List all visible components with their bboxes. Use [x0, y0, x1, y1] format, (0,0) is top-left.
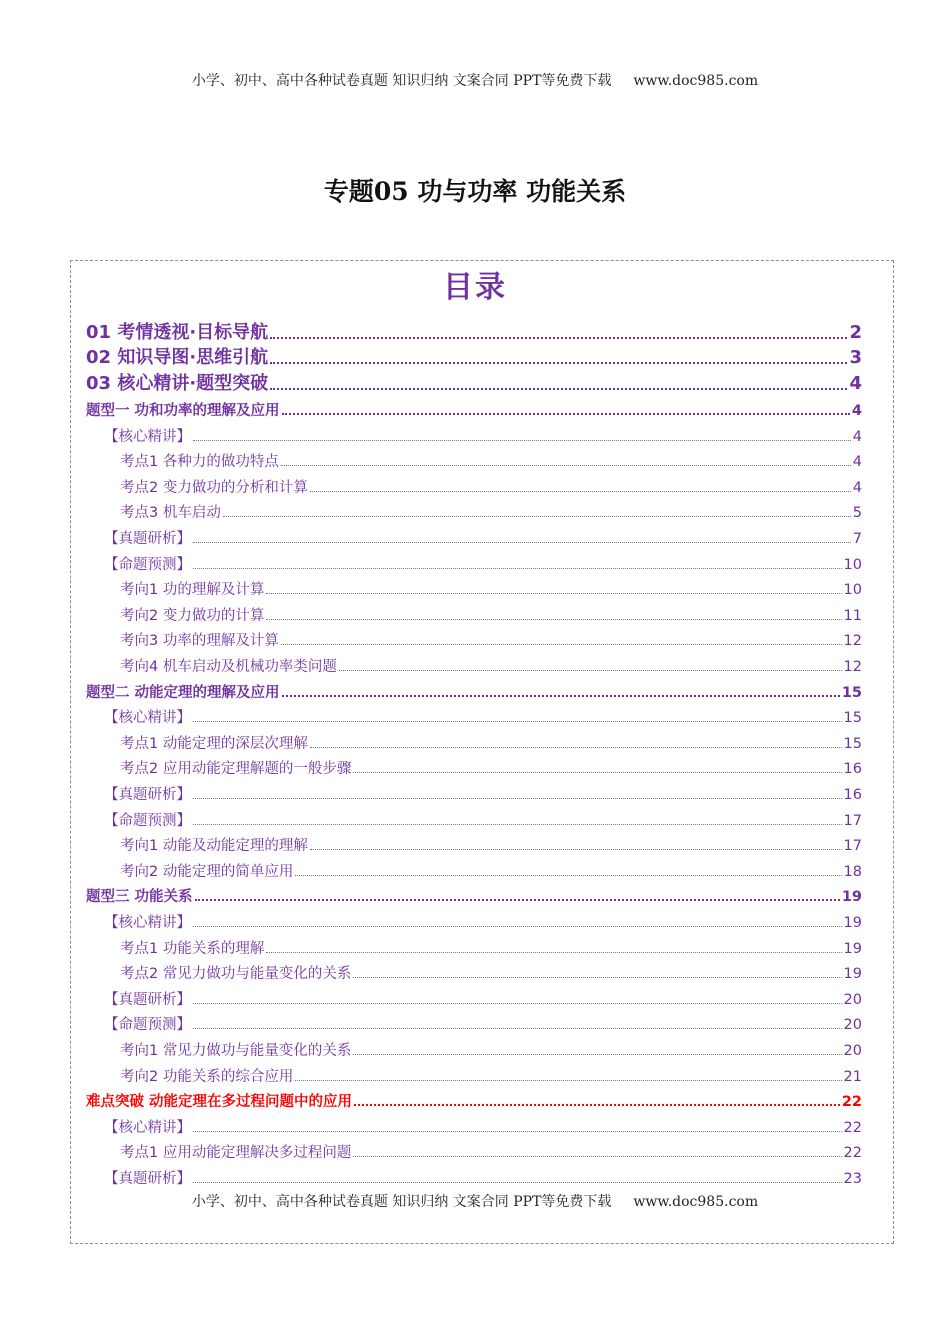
- toc-entry[interactable]: [86, 1162, 862, 1188]
- toc-entry[interactable]: [86, 344, 862, 370]
- toc-leader-dots: [339, 670, 842, 671]
- toc-entry-page: 10: [843, 582, 862, 599]
- toc-entry-label: 考点1 各种力的做功特点: [120, 454, 279, 471]
- toc-entry-page: 16: [843, 787, 862, 803]
- toc-leader-dots: [282, 413, 850, 415]
- toc-entry-label: 考点2 常见力做功与能量变化的关系: [120, 966, 352, 983]
- toc-leader-dots: [295, 875, 841, 876]
- toc-entry-label: 【真题研析】: [104, 1170, 191, 1187]
- toc-entry-page: 17: [843, 812, 862, 829]
- toc-entry[interactable]: [86, 804, 862, 830]
- toc-entry-page: 23: [843, 1170, 862, 1187]
- toc-entry[interactable]: [86, 958, 862, 984]
- toc-entry-page: 22: [843, 1119, 862, 1136]
- toc-leader-dots: [295, 1080, 841, 1081]
- toc-leader-dots: [266, 952, 841, 953]
- toc-entry[interactable]: [86, 855, 862, 881]
- toc-entry[interactable]: [86, 778, 862, 804]
- toc-entry[interactable]: [86, 906, 862, 932]
- toc-entry-page: 17: [843, 838, 862, 855]
- toc-entry-page: 4: [851, 403, 862, 420]
- toc-entry-label: 【命题预测】: [104, 1017, 191, 1034]
- toc-entry[interactable]: [86, 574, 862, 600]
- toc-entry-page: 20: [843, 1042, 862, 1059]
- toc-entry[interactable]: [86, 625, 862, 651]
- toc-entry[interactable]: [86, 420, 862, 446]
- toc-entry-page: 15: [843, 710, 862, 727]
- toc-leader-dots: [193, 542, 851, 543]
- toc-entry-label: 【核心精讲】: [104, 1119, 191, 1136]
- toc-entry[interactable]: [86, 446, 862, 472]
- toc-entry-label: 考点3 机车启动: [120, 505, 221, 522]
- page-footer: [0, 1191, 950, 1211]
- toc-entry-page: 12: [843, 659, 862, 676]
- toc-leader-dots: [193, 721, 842, 722]
- toc-entry-label: 题型三 功能关系: [86, 889, 193, 906]
- toc-entry-label: 考向1 常见力做功与能量变化的关系: [120, 1042, 352, 1059]
- toc-entry[interactable]: [86, 395, 862, 421]
- toc-entry-label: 【命题预测】: [104, 556, 191, 573]
- toc-entry-page: 20: [843, 1017, 862, 1034]
- toc-entry[interactable]: [86, 522, 862, 548]
- page-title: 专题05 功与功率 功能关系: [323, 177, 627, 206]
- toc-leader-dots: [353, 1054, 841, 1055]
- toc-entry[interactable]: [86, 471, 862, 497]
- toc-leader-dots: [353, 977, 841, 978]
- toc-leader-dots: [353, 772, 841, 773]
- table-of-contents: [86, 318, 862, 1188]
- header-text: 小学、初中、高中各种试卷真题 知识归纳 文案合同 PPT等免费下载: [191, 73, 612, 89]
- toc-entry-page: 19: [843, 940, 862, 957]
- toc-entry[interactable]: [86, 599, 862, 625]
- toc-leader-dots: [354, 1104, 840, 1106]
- toc-entry-page: 4: [852, 479, 862, 496]
- header-url[interactable]: www.doc985.com: [633, 73, 759, 89]
- toc-entry[interactable]: [86, 753, 862, 779]
- toc-entry[interactable]: [86, 650, 862, 676]
- toc-entry[interactable]: [86, 1137, 862, 1163]
- toc-entry-label: 考点1 功能关系的理解: [120, 940, 265, 957]
- toc-entry-page: 22: [843, 1145, 862, 1162]
- toc-leader-dots: [270, 362, 847, 364]
- toc-heading: 目录: [443, 270, 507, 305]
- toc-entry-label: 考向1 功的理解及计算: [120, 582, 265, 599]
- toc-entry-page: 19: [843, 914, 862, 931]
- toc-leader-dots: [310, 849, 842, 850]
- toc-entry-page: 21: [843, 1068, 862, 1085]
- toc-entry[interactable]: [86, 497, 862, 523]
- toc-entry-label: 考向2 动能定理的简单应用: [120, 863, 294, 880]
- toc-entry-page: 19: [843, 966, 862, 983]
- toc-leader-dots: [266, 619, 841, 620]
- toc-leader-dots: [270, 388, 847, 390]
- toc-entry-page: 3: [849, 347, 862, 368]
- toc-leader-dots: [193, 440, 851, 441]
- toc-entry-page: 15: [841, 684, 862, 701]
- toc-entry-label: 考点1 应用动能定理解决多过程问题: [120, 1145, 352, 1162]
- toc-entry[interactable]: [86, 932, 862, 958]
- toc-leader-dots: [193, 824, 842, 825]
- toc-entry-label: 考点2 变力做功的分析和计算: [120, 479, 308, 496]
- toc-entry-label: 考向1 动能及动能定理的理解: [120, 838, 308, 855]
- toc-entry-label: 【核心精讲】: [104, 428, 191, 445]
- toc-entry-label: 02 知识导图·思维引航: [86, 347, 269, 368]
- toc-leader-dots: [193, 1182, 842, 1183]
- footer-url[interactable]: www.doc985.com: [633, 1194, 759, 1210]
- toc-leader-dots: [193, 1003, 842, 1004]
- toc-entry-label: 【真题研析】: [104, 787, 191, 803]
- toc-entry[interactable]: [86, 318, 862, 344]
- toc-entry-label: 【真题研析】: [104, 531, 191, 548]
- toc-leader-dots: [266, 593, 841, 594]
- toc-leader-dots: [193, 798, 842, 799]
- toc-entry[interactable]: [86, 1034, 862, 1060]
- toc-entry-page: 2: [849, 321, 862, 343]
- toc-leader-dots: [270, 337, 847, 339]
- toc-leader-dots: [310, 491, 851, 492]
- toc-entry-page: 19: [841, 889, 862, 906]
- toc-entry-label: 【命题预测】: [104, 812, 191, 829]
- toc-entry-label: 【核心精讲】: [104, 710, 191, 727]
- toc-entry-label: 考点2 应用动能定理解题的一般步骤: [120, 761, 352, 778]
- toc-entry-label: 题型二 动能定理的理解及应用: [86, 684, 280, 701]
- toc-entry[interactable]: [86, 727, 862, 753]
- toc-entry-page: 12: [843, 633, 862, 650]
- toc-entry[interactable]: [86, 702, 862, 728]
- toc-leader-dots: [193, 926, 842, 927]
- toc-entry-label: 【核心精讲】: [104, 914, 191, 931]
- toc-entry[interactable]: [86, 369, 862, 395]
- toc-entry[interactable]: [86, 1009, 862, 1035]
- toc-leader-dots: [282, 695, 840, 697]
- toc-entry-label: 考向4 机车启动及机械功率类问题: [120, 659, 337, 676]
- toc-entry-page: 20: [843, 991, 862, 1008]
- toc-entry[interactable]: [86, 881, 862, 907]
- toc-leader-dots: [310, 747, 842, 748]
- toc-entry-page: 10: [843, 556, 862, 573]
- toc-entry[interactable]: [86, 548, 862, 574]
- toc-entry-page: 4: [849, 372, 862, 394]
- toc-leader-dots: [195, 899, 840, 901]
- toc-entry-page: 4: [852, 428, 862, 445]
- toc-entry-label: 考向3 功率的理解及计算: [120, 633, 279, 650]
- toc-entry[interactable]: [86, 1060, 862, 1086]
- footer-text: 小学、初中、高中各种试卷真题 知识归纳 文案合同 PPT等免费下载: [191, 1194, 612, 1210]
- toc-entry[interactable]: [86, 1111, 862, 1137]
- toc-entry[interactable]: [86, 676, 862, 702]
- toc-leader-dots: [193, 1028, 842, 1029]
- toc-leader-dots: [193, 1131, 842, 1132]
- toc-entry-page: 7: [852, 531, 862, 548]
- toc-entry-page: 11: [843, 607, 862, 624]
- toc-leader-dots: [281, 644, 842, 645]
- toc-entry[interactable]: [86, 830, 862, 856]
- toc-entry-page: 4: [852, 454, 862, 471]
- toc-entry-label: 01 考情透视·目标导航: [86, 321, 269, 343]
- toc-entry-label: 考向2 变力做功的计算: [120, 607, 265, 624]
- toc-entry[interactable]: [86, 983, 862, 1009]
- toc-entry-page: 18: [843, 863, 862, 880]
- toc-entry-label: 【真题研析】: [104, 991, 191, 1008]
- toc-entry-label: 考向2 功能关系的综合应用: [120, 1068, 294, 1085]
- toc-entry-page: 15: [843, 735, 862, 752]
- toc-leader-dots: [193, 568, 842, 569]
- toc-entry-page: 22: [841, 1094, 862, 1111]
- toc-entry-page: 16: [843, 761, 862, 778]
- toc-leader-dots: [353, 1156, 841, 1157]
- toc-entry-label: 03 核心精讲·题型突破: [86, 372, 269, 394]
- toc-entry-label: 难点突破 动能定理在多过程问题中的应用: [86, 1094, 353, 1111]
- toc-leader-dots: [281, 465, 851, 466]
- toc-entry-label: 考点1 动能定理的深层次理解: [120, 735, 308, 752]
- toc-entry-page: 5: [852, 505, 862, 522]
- toc-entry[interactable]: [86, 1086, 862, 1112]
- toc-leader-dots: [223, 516, 851, 517]
- page-header: [0, 70, 950, 90]
- toc-entry-label: 题型一 功和功率的理解及应用: [86, 403, 280, 420]
